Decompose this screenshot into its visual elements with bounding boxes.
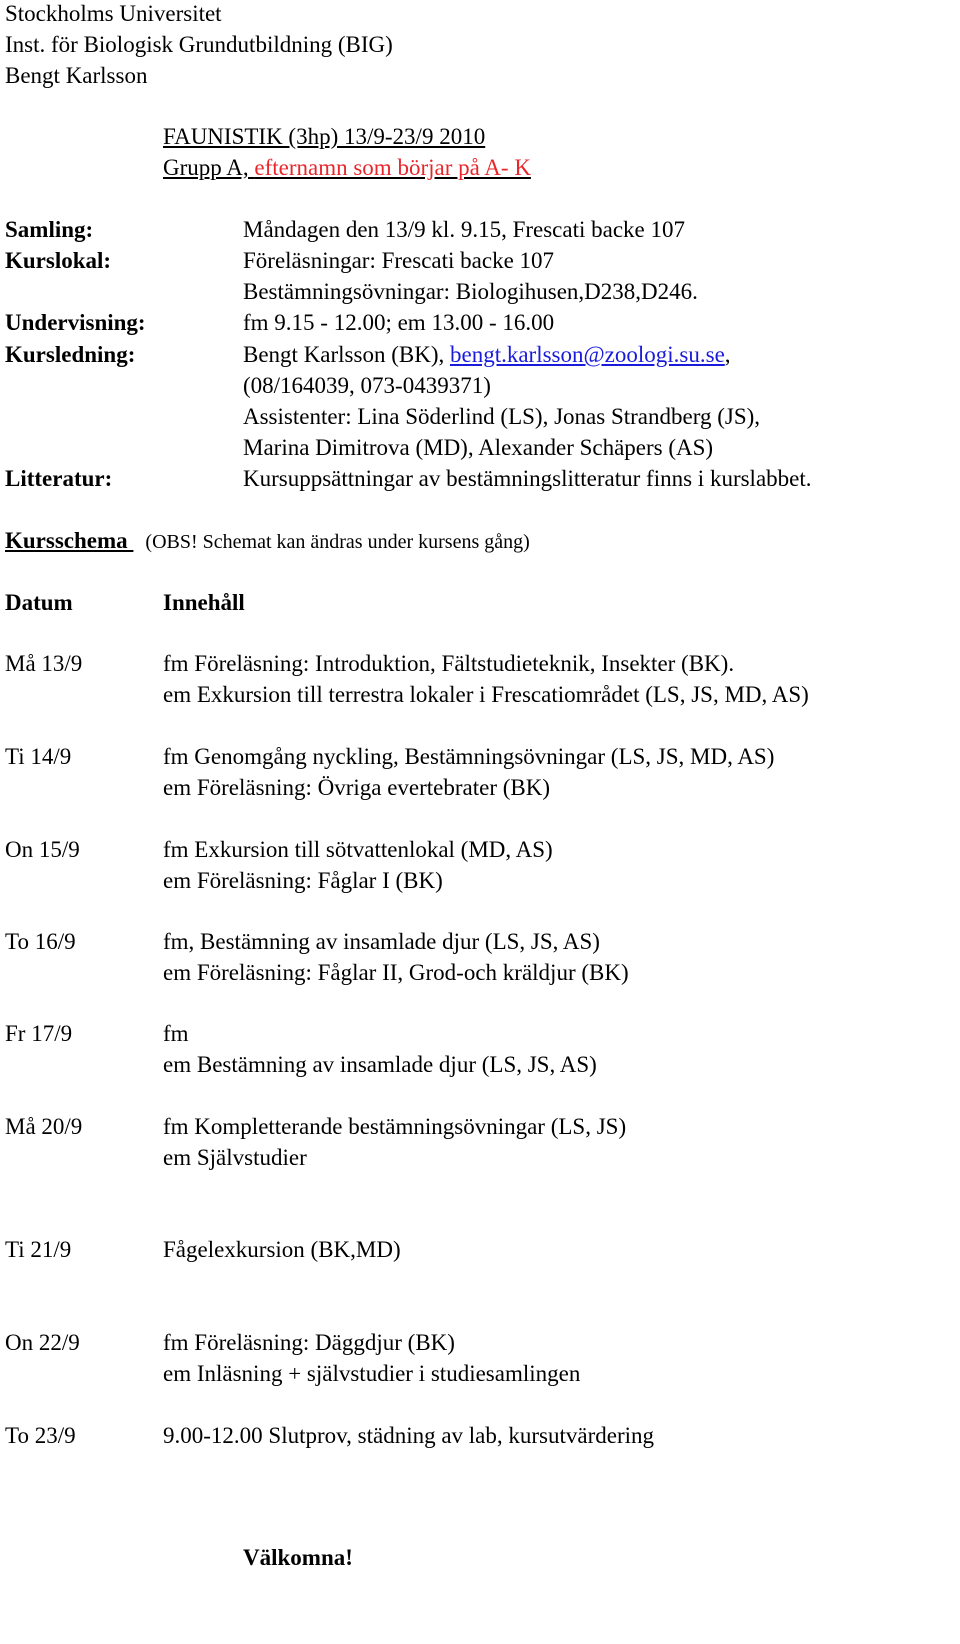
schedule-date: Fr 17/9	[5, 1021, 73, 1046]
schedule-date: To 23/9	[5, 1423, 76, 1448]
schedule-line: em Exkursion till terrestra lokaler i Frescatiområdet (LS, JS, MD, AS)	[163, 682, 809, 707]
closing-greeting: Välkomna!	[243, 1545, 353, 1570]
schedule-line: em Självstudier	[163, 1145, 307, 1170]
schedule-line: em Bestämning av insamlade djur (LS, JS, AS)	[163, 1052, 597, 1077]
schedule-note: (OBS! Schemat kan ändras under kursens gång)	[145, 531, 530, 553]
schedule-date: On 22/9	[5, 1330, 80, 1355]
kurslokal-value: Föreläsningar: Frescati backe 107	[243, 248, 555, 273]
author-name: Bengt Karlsson	[5, 63, 148, 88]
schedule-line: em Inläsning + självstudier i studiesamlingen	[163, 1361, 581, 1386]
schedule-line: fm	[163, 1021, 189, 1046]
schedule-line: fm Genomgång nyckling, Bestämningsövningar (LS, JS, MD, AS)	[163, 744, 775, 769]
undervisning-label: Undervisning:	[5, 310, 146, 335]
kursledning-phone: (08/164039, 073-0439371)	[243, 373, 491, 398]
kurslokal-value-2: Bestämningsövningar: Biologihusen,D238,D246.	[243, 279, 698, 304]
schedule-heading: Kursschema	[5, 528, 134, 553]
schedule-date: Ti 21/9	[5, 1237, 72, 1262]
schedule-date: Må 20/9	[5, 1114, 83, 1139]
schedule-date: Må 13/9	[5, 651, 83, 676]
litteratur-label: Litteratur:	[5, 466, 113, 491]
group-highlight: efternamn som börjar på A- K	[254, 155, 531, 180]
kursledning-label: Kursledning:	[5, 342, 136, 367]
samling-label: Samling:	[5, 217, 94, 242]
schedule-line: em Föreläsning: Övriga evertebrater (BK)	[163, 775, 551, 800]
schedule-date: On 15/9	[5, 837, 80, 862]
course-title: FAUNISTIK (3hp) 13/9-23/9 2010	[163, 124, 486, 149]
kursledning-value	[243, 339, 731, 370]
schedule-line: fm Föreläsning: Introduktion, Fältstudieteknik, Insekter (BK).	[163, 651, 735, 676]
schedule-date: To 16/9	[5, 929, 76, 954]
undervisning-value: fm 9.15 - 12.00; em 13.00 - 16.00	[243, 310, 555, 335]
kurslokal-label: Kurslokal:	[5, 248, 112, 273]
schedule-line: fm, Bestämning av insamlade djur (LS, JS, AS)	[163, 929, 600, 954]
institution-name: Inst. för Biologisk Grundutbildning (BIG)	[5, 32, 393, 57]
course-group	[163, 152, 531, 183]
assistenter-line-1: Assistenter: Lina Söderlind (LS), Jonas Strandberg (JS),	[243, 404, 761, 429]
column-header-content: Innehåll	[163, 590, 245, 615]
kursledning-comma: ,	[724, 342, 731, 367]
schedule-line: Fågelexkursion (BK,MD)	[163, 1237, 401, 1262]
schedule-line: fm Kompletterande bestämningsövningar (LS, JS)	[163, 1114, 627, 1139]
schedule-heading-row	[5, 525, 530, 558]
schedule-line: em Föreläsning: Fåglar II, Grod-och kräldjur (BK)	[163, 960, 629, 985]
column-header-date: Datum	[5, 590, 73, 615]
schedule-line: em Föreläsning: Fåglar I (BK)	[163, 868, 443, 893]
schedule-line: fm Exkursion till sötvattenlokal (MD, AS)	[163, 837, 553, 862]
assistenter-line-2: Marina Dimitrova (MD), Alexander Schäpers (AS)	[243, 435, 714, 460]
schedule-date: Ti 14/9	[5, 744, 72, 769]
schedule-line: fm Föreläsning: Däggdjur (BK)	[163, 1330, 455, 1355]
litteratur-value: Kursuppsättningar av bestämningslitteratur finns i kurslabbet.	[243, 466, 812, 491]
kursledning-name: Bengt Karlsson (BK),	[243, 342, 450, 367]
group-prefix: Grupp A,	[163, 155, 255, 180]
schedule-line: 9.00-12.00 Slutprov, städning av lab, kursutvärdering	[163, 1423, 655, 1448]
university-name: Stockholms Universitet	[5, 1, 222, 26]
samling-value: Måndagen den 13/9 kl. 9.15, Frescati backe 107	[243, 217, 685, 242]
email-link[interactable]: bengt.karlsson@zoologi.su.se	[449, 342, 725, 367]
